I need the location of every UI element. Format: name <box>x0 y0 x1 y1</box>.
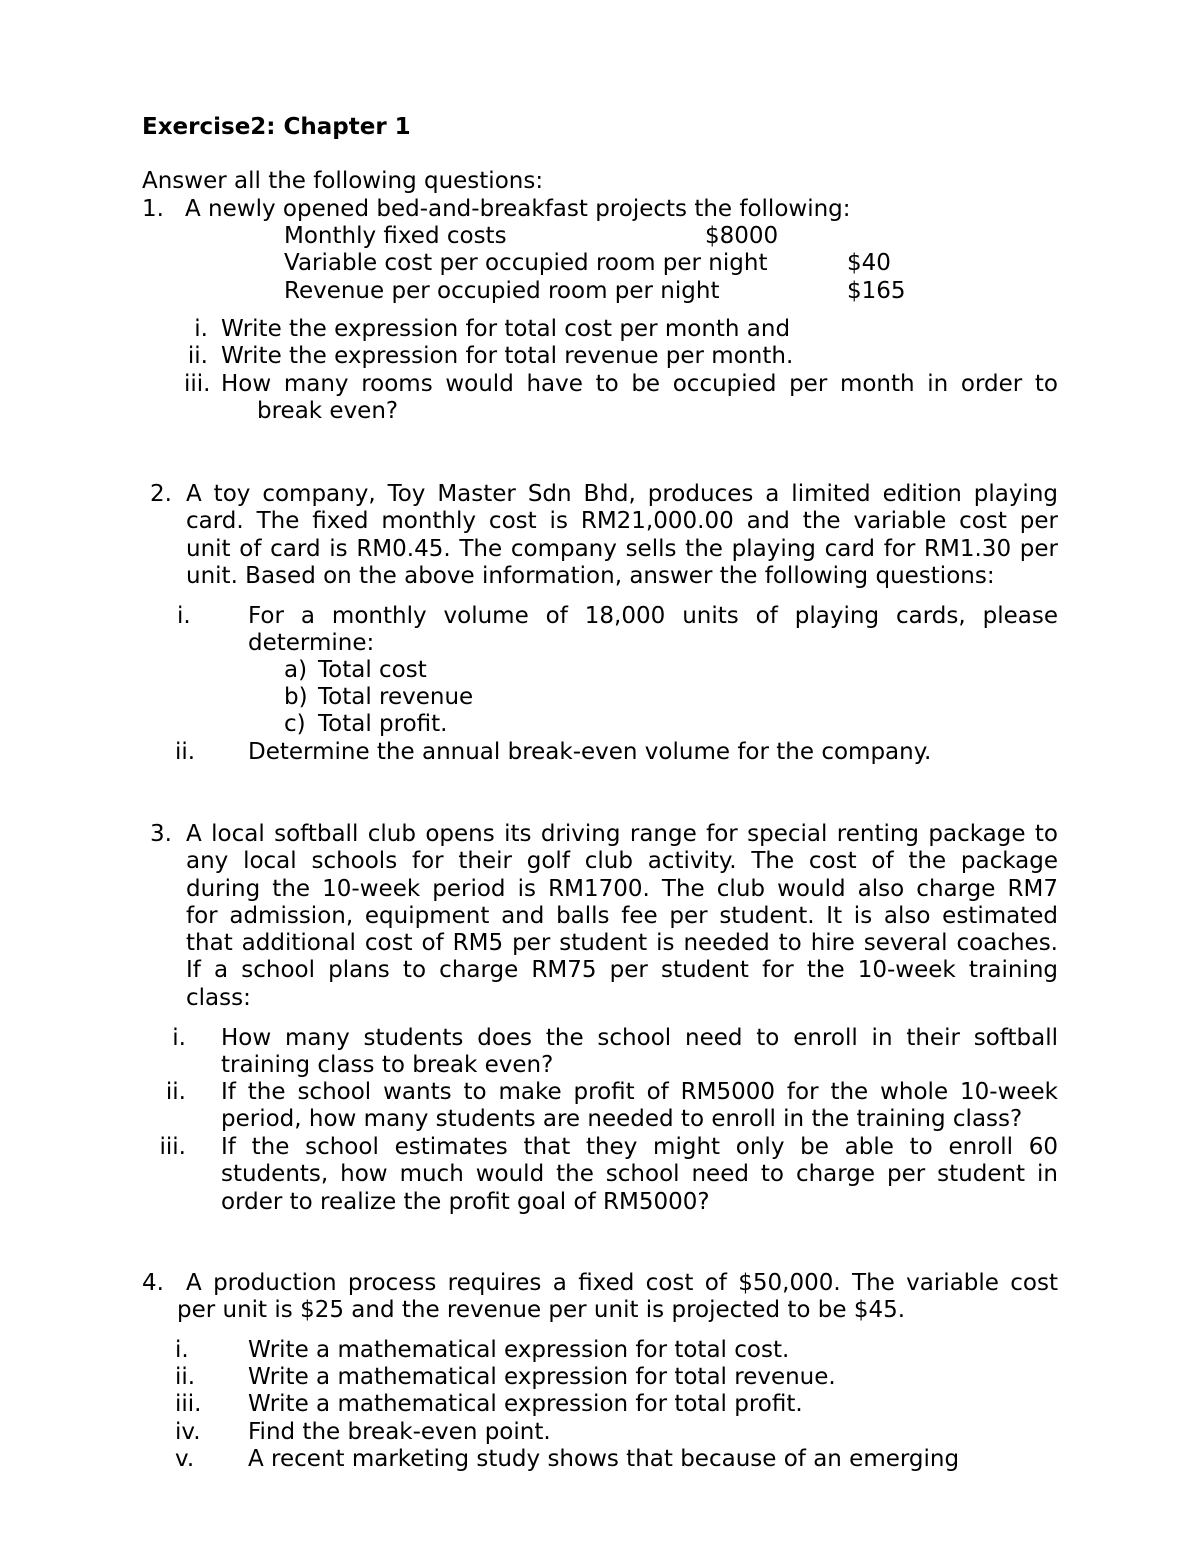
q1-table-value: $8000 <box>705 223 779 249</box>
text-line: If the school estimates that they might only be able to enroll 60 <box>221 1134 1058 1160</box>
q1-part-text: Write the expression for total cost per month and <box>221 316 791 342</box>
instructions: Answer all the following questions: <box>142 168 544 194</box>
q4-part-number: i. <box>175 1337 189 1363</box>
question-3-text <box>186 821 1058 1012</box>
q2-sub-text: Total revenue <box>318 684 474 710</box>
q1-part-text-block <box>221 371 1058 398</box>
page-title: Exercise2: Chapter 1 <box>142 114 411 140</box>
question-1-text: A newly opened bed-and-breakfast projects the following: <box>185 196 851 222</box>
question-2-number: 2. <box>150 481 172 507</box>
text-line: training class to break even? <box>221 1052 554 1079</box>
q2-part-text-block <box>248 603 1058 630</box>
q3-part-number: ii. <box>165 1079 186 1105</box>
text-line: unit of card is RM0.45. The company sells the playing card for RM1.30 per <box>186 535 1058 562</box>
q1-part-number: iii. <box>184 371 211 397</box>
q4-part-text: Write a mathematical expression for total cost. <box>248 1337 790 1363</box>
q2-sub-text: Total profit. <box>318 711 448 737</box>
q4-part-number: ii. <box>175 1364 196 1390</box>
q3-part-number: i. <box>172 1025 186 1051</box>
q2-part-number: i. <box>177 603 191 629</box>
q2-sub-text: Total cost <box>318 657 427 683</box>
text-line: students, how much would the school need to charge per student in <box>221 1161 1058 1188</box>
text-line: any local schools for their golf club activity. The cost of the package <box>186 848 1058 875</box>
q3-part-text <box>221 1025 1058 1080</box>
q4-part-text: Write a mathematical expression for total revenue. <box>248 1364 836 1390</box>
question-4-number: 4. <box>142 1270 164 1296</box>
question-4-text: per unit is $25 and the revenue per unit is projected to be $45. <box>177 1297 906 1323</box>
q3-part-text <box>221 1134 1058 1216</box>
q2-part-text: Determine the annual break-even volume for the company. <box>248 739 932 765</box>
text-line: order to realize the profit goal of RM5000? <box>221 1188 710 1215</box>
text-line: during the 10-week period is RM1700. The club would also charge RM7 <box>186 875 1058 902</box>
text-line: A local softball club opens its driving range for special renting package to <box>186 821 1058 847</box>
q2-sub-number: a) <box>284 657 308 683</box>
q2-part-number: ii. <box>175 739 196 765</box>
text-line: How many students does the school need to enroll in their softball <box>221 1025 1058 1051</box>
q1-table-label: Variable cost per occupied room per night <box>284 250 768 276</box>
q4-part-text: A recent marketing study shows that because of an emerging <box>248 1446 960 1472</box>
q2-part-text: For a monthly volume of 18,000 units of playing cards, please <box>248 603 1058 629</box>
question-3-number: 3. <box>150 821 172 847</box>
q2-sub-number: c) <box>284 711 306 737</box>
q1-part-text: How many rooms would have to be occupied per month in order to <box>221 371 1058 397</box>
text-line: A production process requires a fixed cost of $50,000. The variable cost <box>186 1270 1058 1296</box>
q1-table-label: Revenue per occupied room per night <box>284 278 720 304</box>
question-1-number: 1. <box>142 196 164 222</box>
q4-part-number: iii. <box>175 1391 202 1417</box>
q4-part-text: Find the break-even point. <box>248 1419 551 1445</box>
text-line: If the school wants to make profit of RM5000 for the whole 10-week <box>221 1079 1058 1105</box>
q4-part-text: Write a mathematical expression for total profit. <box>248 1391 803 1417</box>
q3-part-number: iii. <box>159 1134 186 1160</box>
text-line: unit. Based on the above information, answer the following questions: <box>186 562 995 589</box>
text-line: If a school plans to charge RM75 per student for the 10-week training <box>186 957 1058 984</box>
q1-part-number: i. <box>194 316 208 342</box>
q4-part-number: iv. <box>175 1419 201 1445</box>
q2-sub-number: b) <box>284 684 308 710</box>
text-line: that additional cost of RM5 per student is needed to hire several coaches. <box>186 930 1058 957</box>
text-line: class: <box>186 984 251 1011</box>
q2-part-text: determine: <box>248 630 375 656</box>
q1-part-number: ii. <box>187 343 208 369</box>
text-line: period, how many students are needed to enroll in the training class? <box>221 1106 1023 1133</box>
q1-table-label: Monthly fixed costs <box>284 223 507 249</box>
q1-table-value: $40 <box>847 250 891 276</box>
text-line: card. The fixed monthly cost is RM21,000.00 and the variable cost per <box>186 508 1058 535</box>
q1-part-text: break even? <box>257 398 399 424</box>
question-2-text <box>186 481 1058 590</box>
q4-part-number: v. <box>175 1446 195 1472</box>
text-line: for admission, equipment and balls fee per student. It is also estimated <box>186 902 1058 929</box>
q3-part-text <box>221 1079 1058 1134</box>
question-4-text <box>186 1270 1058 1297</box>
text-line: A toy company, Toy Master Sdn Bhd, produces a limited edition playing <box>186 481 1058 507</box>
q1-part-text: Write the expression for total revenue per month. <box>221 343 794 369</box>
q1-table-value: $165 <box>847 278 906 304</box>
